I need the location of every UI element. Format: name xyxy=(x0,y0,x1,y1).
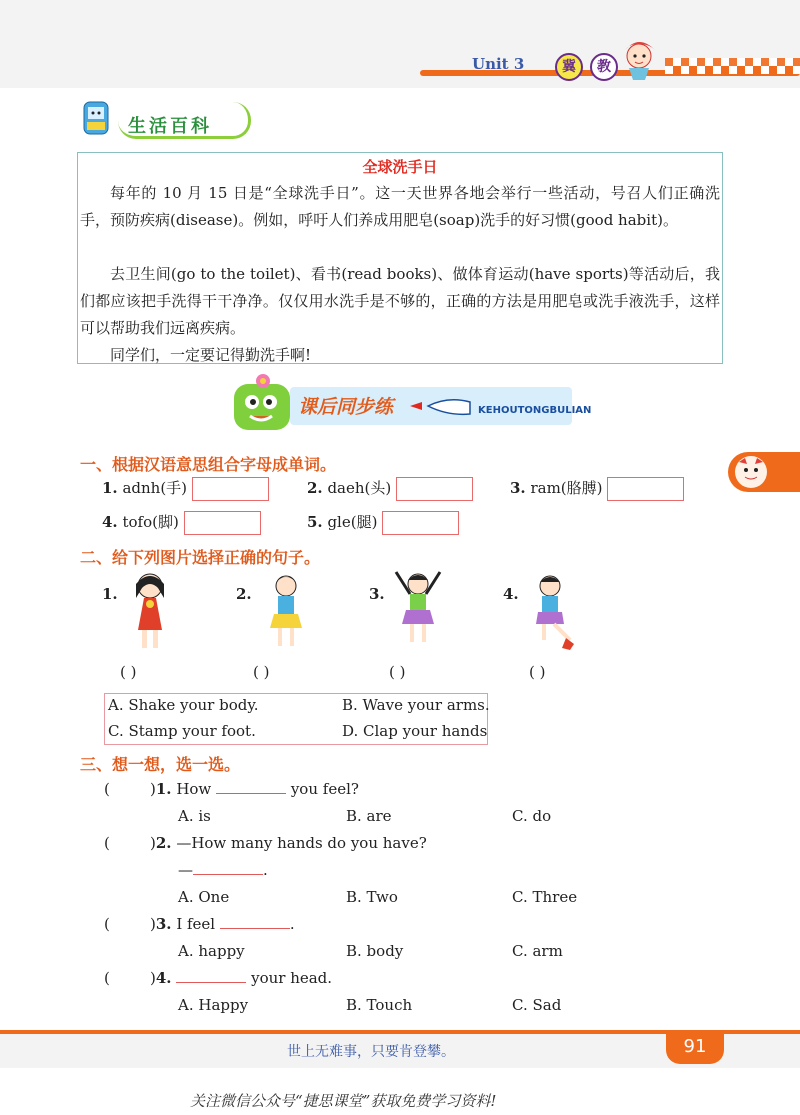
badge-jiao: 教 xyxy=(590,53,618,81)
answer-box-3[interactable] xyxy=(607,477,684,501)
answer-box-2[interactable] xyxy=(396,477,473,501)
option-b: B. Wave your arms. xyxy=(342,696,490,714)
checker-pattern-2 xyxy=(665,66,800,74)
badge-ji: 冀 xyxy=(555,53,583,81)
question-2-answer-line: — . xyxy=(178,861,268,879)
article-paragraph-1: 每年的 10 月 15 日是“全球洗手日”。这一天世界各地会举行一些活动，号召人们正确洗手，预防疾病(disease)。例如，呼吁人们养成用肥皂(soap)洗手的好习惯(good habit)。 xyxy=(80,184,720,229)
q1-option-a[interactable]: A. is xyxy=(178,807,211,825)
word-item-3: 3. ram(胳膊) xyxy=(510,477,684,501)
q3-option-b[interactable]: B. body xyxy=(346,942,404,960)
paren-open-q3[interactable]: ( xyxy=(104,915,110,933)
paren-open-q1[interactable]: ( xyxy=(104,780,110,798)
side-mascot-icon xyxy=(735,456,767,488)
section-1-title: 一、根据汉语意思组合字母成单词。 xyxy=(80,455,337,474)
q2-option-c[interactable]: C. Three xyxy=(512,888,578,906)
girl-waving-arms-icon xyxy=(390,566,446,652)
q2-option-b[interactable]: B. Two xyxy=(346,888,398,906)
blank-q3[interactable] xyxy=(220,928,290,929)
article-paragraph-2: 去卫生间(go to the toilet)、看书(read books)、做体育运动(have sports)等活动后，我们都应该把手洗得干干净净。仅仅用水洗手是不够的，正确的方法是用肥皂或洗手液洗手，这样可以帮助我们远离疾病。 xyxy=(80,265,720,337)
paren-open-q2[interactable]: ( xyxy=(104,834,110,852)
q3-option-c[interactable]: C. arm xyxy=(512,942,563,960)
word-item-4: 4. tofo(脚) xyxy=(102,511,261,535)
option-c: C. Stamp your foot. xyxy=(108,722,256,740)
question-3: )3. I feel . xyxy=(150,915,295,933)
q4-option-c[interactable]: C. Sad xyxy=(512,996,562,1014)
banner-title: 课后同步练 xyxy=(298,396,394,418)
word-item-2: 2. daeh(头) xyxy=(307,477,473,501)
picture-num-1: 1. xyxy=(102,585,118,603)
q4-option-b[interactable]: B. Touch xyxy=(346,996,413,1014)
girl-shaking-body-icon xyxy=(258,570,314,656)
footer-motto: 世上无难事，只要肯登攀。 xyxy=(287,1044,455,1060)
section-2-title: 二、给下列图片选择正确的句子。 xyxy=(80,548,321,567)
mascot-girl-icon xyxy=(615,36,665,80)
question-4: )4. your head. xyxy=(150,969,333,987)
monster-mascot-icon xyxy=(234,384,290,430)
flower-icon xyxy=(248,372,278,390)
q2-option-a[interactable]: A. One xyxy=(178,888,230,906)
q1-option-c[interactable]: C. do xyxy=(512,807,552,825)
picture-num-2: 2. xyxy=(236,585,252,603)
blank-q4[interactable] xyxy=(176,982,246,983)
blank-q2[interactable] xyxy=(193,874,263,875)
article-title: 全球洗手日 xyxy=(362,158,438,176)
answer-box-4[interactable] xyxy=(184,511,261,535)
answer-paren-3[interactable]: ( ) xyxy=(389,663,406,681)
q1-option-b[interactable]: B. are xyxy=(346,807,392,825)
q4-option-a[interactable]: A. Happy xyxy=(178,996,249,1014)
girl-clapping-hands-icon xyxy=(122,568,178,654)
page-number: 91 xyxy=(666,1030,724,1064)
blank-q1[interactable] xyxy=(216,793,286,794)
word-item-5: 5. gle(腿) xyxy=(307,511,459,535)
banner-subtitle: KEHOUTONGBULIAN xyxy=(478,405,592,416)
unit-label: Unit 3 xyxy=(472,55,525,73)
picture-num-3: 3. xyxy=(369,585,385,603)
word-item-1: 1. adnh(手) xyxy=(102,477,269,501)
phone-mascot-icon xyxy=(76,98,120,138)
pointing-hand-icon xyxy=(408,394,476,418)
girl-stamping-foot-icon xyxy=(526,570,582,656)
article-paragraph-3: 同学们，一定要记得勤洗手啊! xyxy=(110,346,312,364)
bottom-note: 关注微信公众号“捷思课堂”获取免费学习资料! xyxy=(190,1092,497,1110)
picture-num-4: 4. xyxy=(503,585,519,603)
question-1: )1. How you feel? xyxy=(150,780,359,798)
paren-open-q4[interactable]: ( xyxy=(104,969,110,987)
answer-box-5[interactable] xyxy=(382,511,459,535)
section-3-title: 三、想一想，选一选。 xyxy=(80,755,241,774)
answer-paren-2[interactable]: ( ) xyxy=(253,663,270,681)
option-a: A. Shake your body. xyxy=(108,696,259,714)
question-2: )2. —How many hands do you have? xyxy=(150,834,427,852)
q3-option-a[interactable]: A. happy xyxy=(178,942,245,960)
answer-paren-4[interactable]: ( ) xyxy=(529,663,546,681)
option-d: D. Clap your hands xyxy=(342,722,488,740)
answer-paren-1[interactable]: ( ) xyxy=(120,663,137,681)
answer-box-1[interactable] xyxy=(192,477,269,501)
section-life-title: 生活百科 xyxy=(128,116,212,137)
